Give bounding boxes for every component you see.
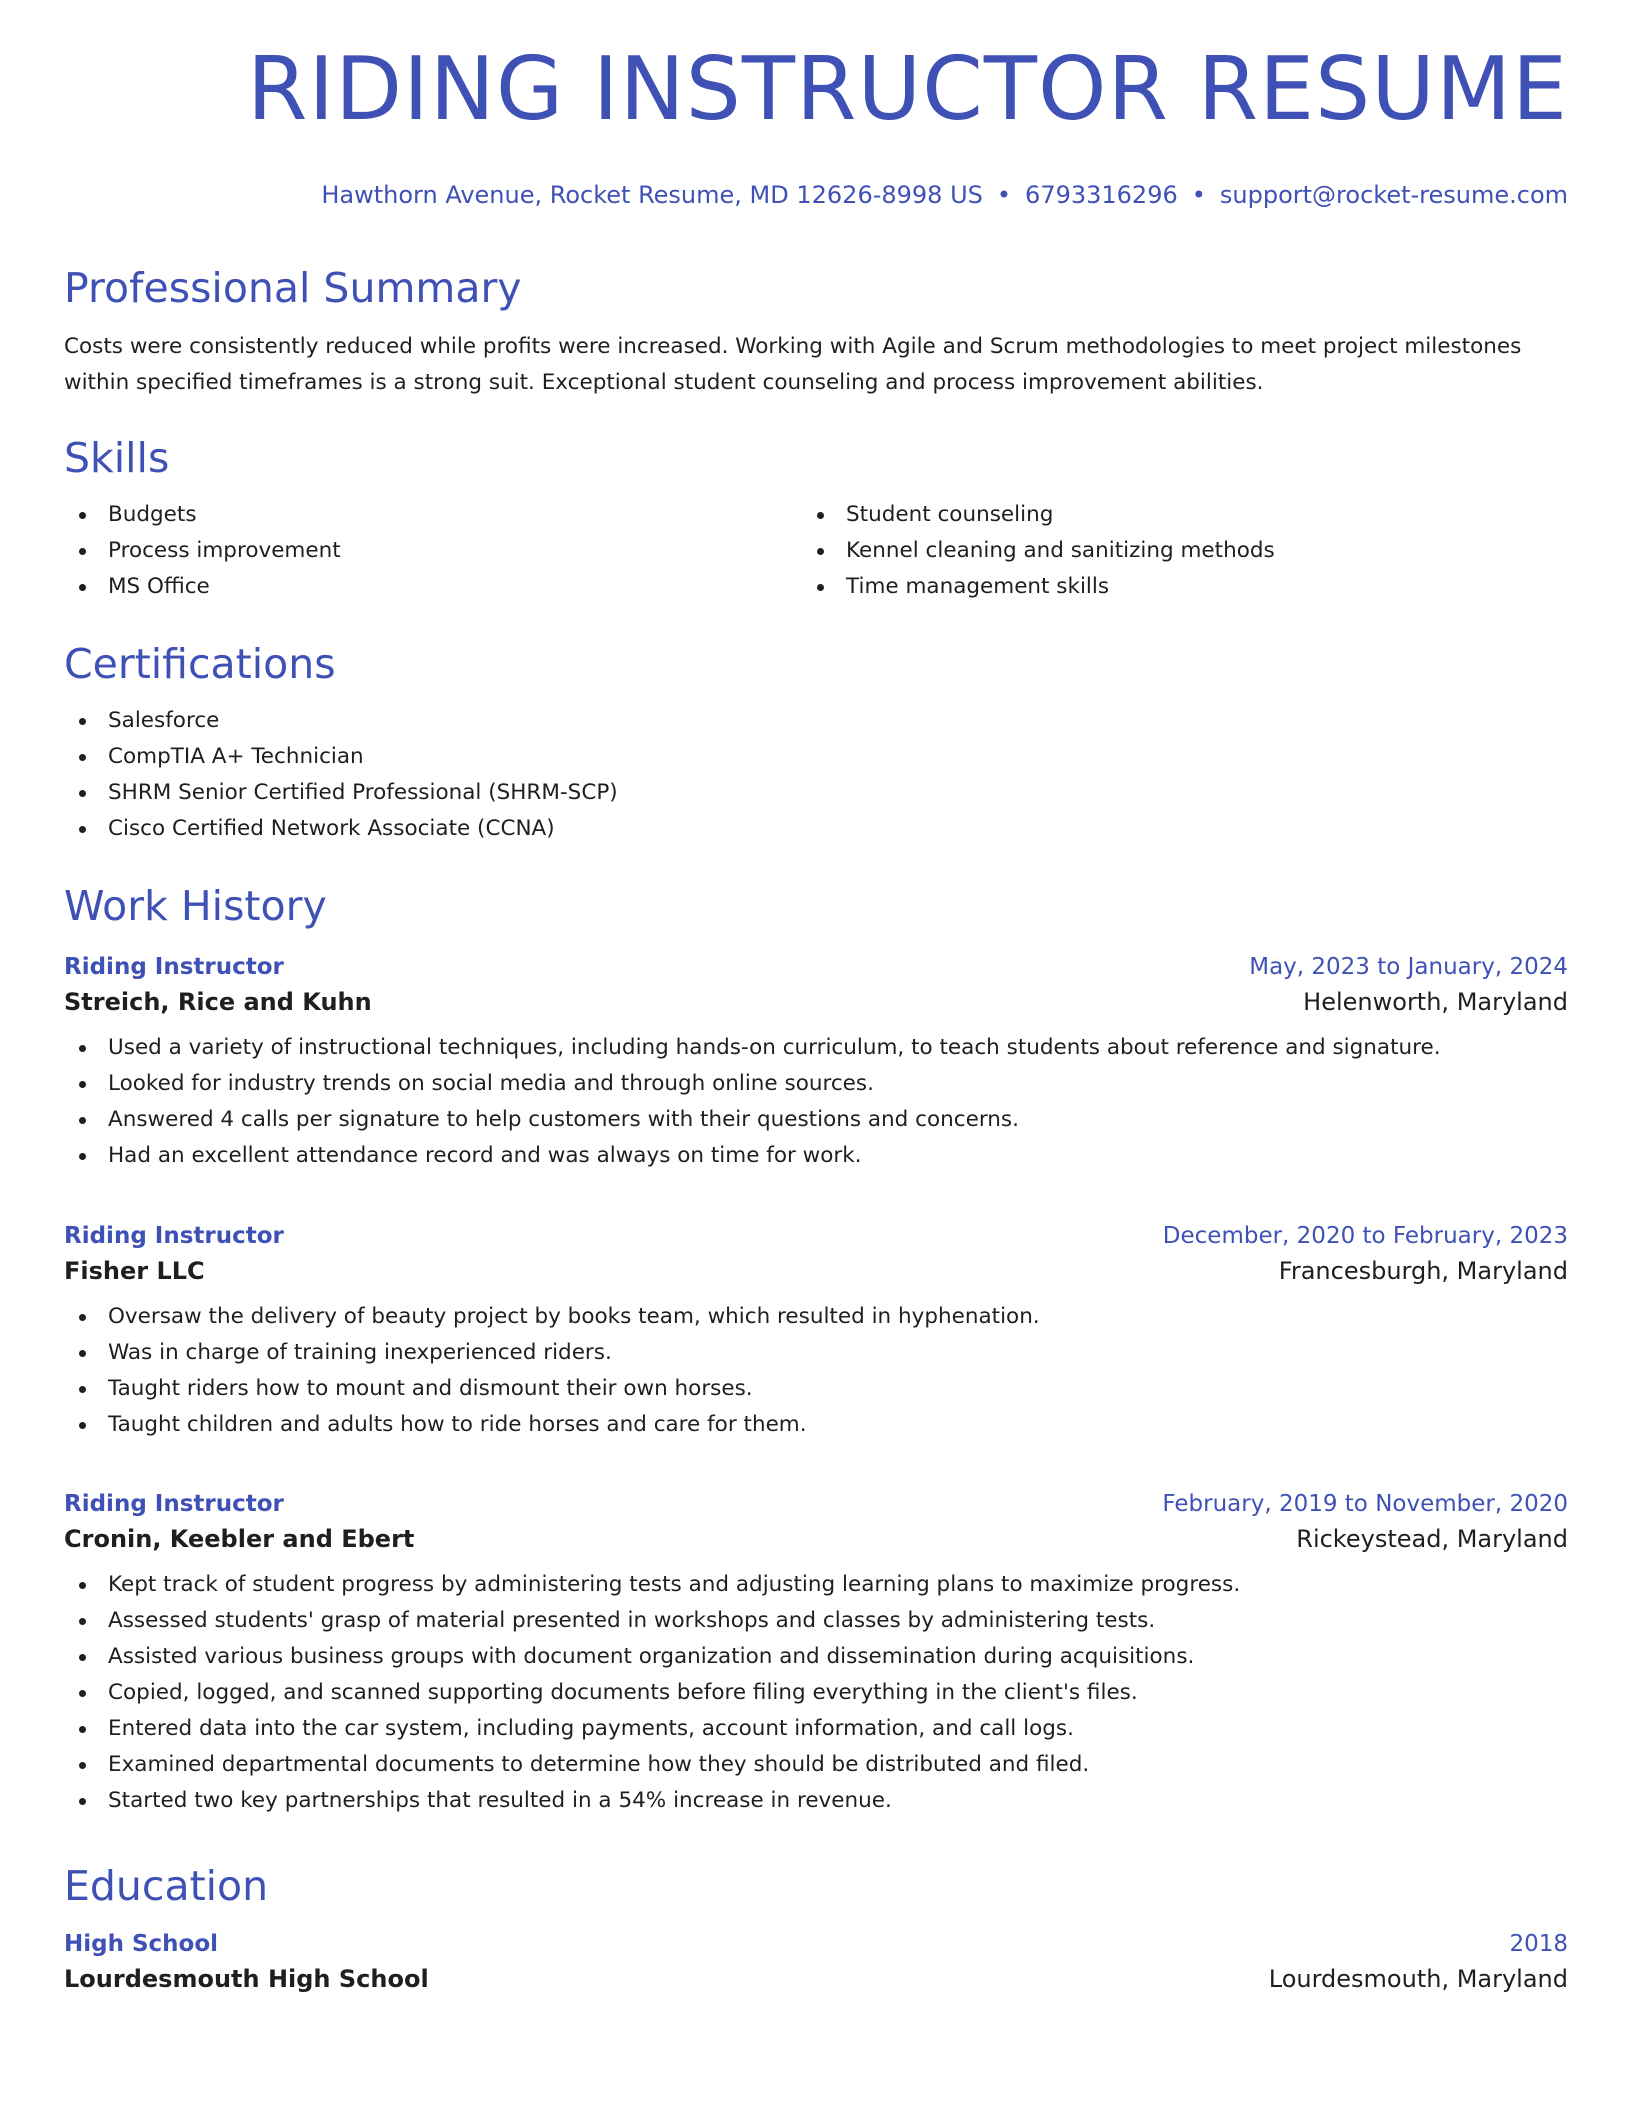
education-school-row: [64, 1965, 1568, 1993]
certifications-section: [64, 640, 1568, 847]
education-location: Lourdesmouth, Maryland: [1268, 1965, 1568, 1993]
skill-item: MS Office: [64, 569, 802, 605]
skill-item: Process improvement: [64, 533, 802, 569]
skills-list-right: [802, 497, 1540, 605]
work-history-heading: Work History: [64, 882, 327, 930]
job-entry: [64, 1491, 1568, 1819]
job-bullet: Started two key partnerships that resulted in a 54% increase in revenue.: [64, 1783, 1568, 1819]
job-bullet: Used a variety of instructional techniques, including hands-on curriculum, to teach students about reference and signature.: [64, 1030, 1568, 1066]
job-company-row: [64, 1525, 1568, 1553]
contact-line: [321, 181, 1568, 209]
work-history-section: [64, 882, 1568, 930]
job-bullets: [64, 1030, 1568, 1174]
job-bullet: Kept track of student progress by administering tests and adjusting learning plans to maximize progress.: [64, 1567, 1568, 1603]
contact-email: support@rocket-resume.com: [1219, 181, 1568, 209]
certification-item: SHRM Senior Certified Professional (SHRM-SCP): [64, 775, 1568, 811]
certification-item: Cisco Certified Network Associate (CCNA): [64, 811, 1568, 847]
job-bullet: Copied, logged, and scanned supporting documents before filing everything in the client's files.: [64, 1675, 1568, 1711]
education-section: [64, 1862, 1568, 1993]
certifications-heading: Certifications: [64, 640, 336, 688]
skill-item: Budgets: [64, 497, 802, 533]
contact-separator: •: [996, 181, 1012, 209]
education-heading: Education: [64, 1862, 269, 1910]
skill-item: Student counseling: [802, 497, 1540, 533]
job-bullet: Oversaw the delivery of beauty project by books team, which resulted in hyphenation.: [64, 1299, 1568, 1335]
job-company-row: [64, 988, 1568, 1016]
summary-text: Costs were consistently reduced while profits were increased. Working with Agile and Scrum methodologies to meet project milestones within specified timeframes is a strong suit. Exceptional student counseling and process improvement abilities.: [64, 334, 1522, 395]
job-bullet: Had an excellent attendance record and was always on time for work.: [64, 1138, 1568, 1174]
contact-address: Hawthorn Avenue, Rocket Resume, MD 12626-8998 US: [321, 181, 983, 209]
job-header-row: [64, 1223, 1568, 1249]
job-bullet: Taught riders how to mount and dismount their own horses.: [64, 1371, 1568, 1407]
education-header-row: [64, 1931, 1568, 1957]
job-company: Fisher LLC: [64, 1257, 205, 1285]
job-bullet: Was in charge of training inexperienced riders.: [64, 1335, 1568, 1371]
education-degree: High School: [64, 1931, 219, 1957]
job-location: Rickeystead, Maryland: [1296, 1525, 1568, 1553]
resume-title: RIDING INSTRUCTOR RESUME: [247, 38, 1568, 140]
job-entry: [64, 954, 1568, 1174]
job-bullet: Examined departmental documents to determine how they should be distributed and filed.: [64, 1747, 1568, 1783]
skills-grid: [64, 497, 1568, 605]
job-dates: May, 2023 to January, 2024: [1249, 954, 1568, 980]
job-bullet: Answered 4 calls per signature to help customers with their questions and concerns.: [64, 1102, 1568, 1138]
skills-heading: Skills: [64, 434, 170, 482]
education-year: 2018: [1509, 1931, 1568, 1957]
job-header-row: [64, 1491, 1568, 1517]
job-company: Cronin, Keebler and Ebert: [64, 1525, 415, 1553]
job-dates: February, 2019 to November, 2020: [1162, 1491, 1568, 1517]
job-company-row: [64, 1257, 1568, 1285]
job-company: Streich, Rice and Kuhn: [64, 988, 372, 1016]
job-title: Riding Instructor: [64, 1223, 284, 1249]
summary-heading: Professional Summary: [64, 264, 522, 312]
job-title: Riding Instructor: [64, 954, 284, 980]
job-bullets: [64, 1299, 1568, 1443]
job-bullet: Assessed students' grasp of material presented in workshops and classes by administering tests.: [64, 1603, 1568, 1639]
job-bullet: Assisted various business groups with document organization and dissemination during acquisitions.: [64, 1639, 1568, 1675]
summary-section: [64, 264, 1568, 401]
job-location: Helenworth, Maryland: [1303, 988, 1568, 1016]
job-bullet: Entered data into the car system, including payments, account information, and call logs.: [64, 1711, 1568, 1747]
skills-list-left: [64, 497, 802, 605]
contact-phone: 6793316296: [1025, 181, 1178, 209]
certification-item: Salesforce: [64, 703, 1568, 739]
skill-item: Kennel cleaning and sanitizing methods: [802, 533, 1540, 569]
job-header-row: [64, 954, 1568, 980]
job-bullet: Taught children and adults how to ride horses and care for them.: [64, 1407, 1568, 1443]
job-location: Francesburgh, Maryland: [1278, 1257, 1568, 1285]
job-bullets: [64, 1567, 1568, 1819]
certification-item: CompTIA A+ Technician: [64, 739, 1568, 775]
job-dates: December, 2020 to February, 2023: [1162, 1223, 1568, 1249]
skill-item: Time management skills: [802, 569, 1540, 605]
education-school: Lourdesmouth High School: [64, 1965, 429, 1993]
job-title: Riding Instructor: [64, 1491, 284, 1517]
job-entry: [64, 1223, 1568, 1443]
skills-section: [64, 434, 1568, 605]
certifications-list: [64, 703, 1568, 847]
job-bullet: Looked for industry trends on social media and through online sources.: [64, 1066, 1568, 1102]
contact-separator: •: [1191, 181, 1206, 209]
